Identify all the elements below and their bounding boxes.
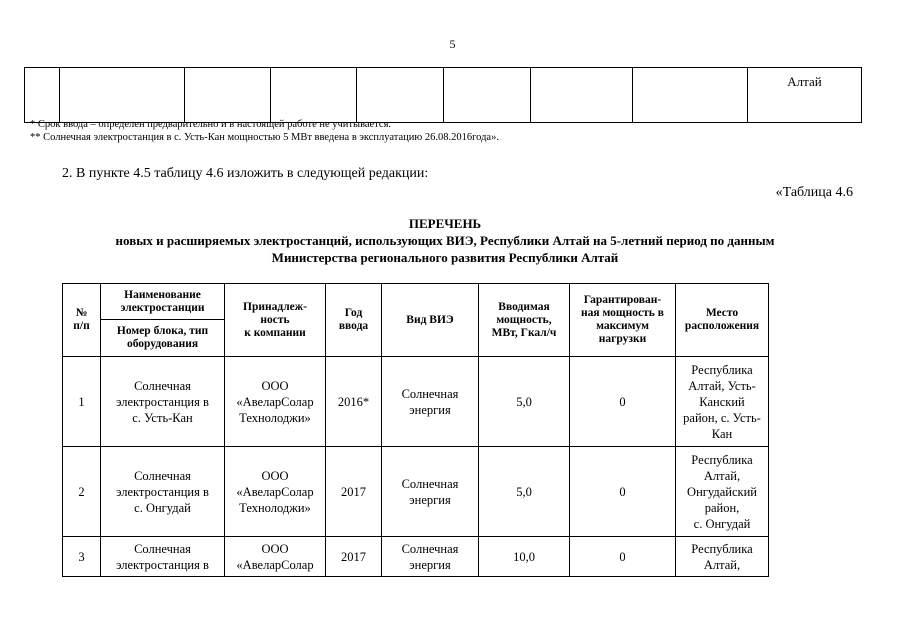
cell-num: 2 <box>63 447 101 537</box>
header-owner: Принадлеж- ность к компании <box>225 284 326 357</box>
cell-owner: ООО «АвеларСолар <box>225 537 326 577</box>
table-cell <box>25 68 60 123</box>
cell-guaranteed: 0 <box>570 357 676 447</box>
header-location: Место расположения <box>676 284 769 357</box>
header-row <box>63 284 769 320</box>
cell-location: Республика Алтай, <box>676 537 769 577</box>
header-year: Год ввода <box>326 284 382 357</box>
cell-year: 2016* <box>326 357 382 447</box>
paragraph-text: 2. В пункте 4.5 таблицу 4.6 изложить в следующей редакции: <box>62 166 429 181</box>
previous-table-fragment <box>24 67 862 123</box>
table-cell <box>271 68 357 123</box>
cell-owner: ООО «АвеларСолар Технолоджи» <box>225 447 326 537</box>
table-heading <box>40 215 850 266</box>
cell-type: Солнечная энергия <box>382 447 479 537</box>
table-cell <box>444 68 531 123</box>
table-row <box>63 447 769 537</box>
table-caption: «Таблица 4.6 <box>775 185 853 200</box>
power-plants-table <box>62 283 769 577</box>
cell-location: Республика Алтай, Усть- Канский район, с. Усть- Кан <box>676 357 769 447</box>
header-num: № п/п <box>63 284 101 357</box>
header-name: Наименование электростанции <box>101 284 225 320</box>
cell-owner: ООО «АвеларСолар Технолоджи» <box>225 357 326 447</box>
cell-capacity: 5,0 <box>479 447 570 537</box>
cell-capacity: 10,0 <box>479 537 570 577</box>
table-row <box>63 357 769 447</box>
heading-title: ПЕРЕЧЕНЬ <box>408 216 482 231</box>
header-guaranteed: Гарантирован- ная мощность в максимум нагрузки <box>570 284 676 357</box>
footnote-2: ** Солнечная электростанция в с. Усть-Кан мощностью 5 МВт введена в эксплуатацию 26.08.2016года». <box>30 132 499 143</box>
cell-location: Республика Алтай, Онгудайский район, с. Онгудай <box>676 447 769 537</box>
cell-name: Солнечная электростанция в с. Усть-Кан <box>101 357 225 447</box>
heading-line: новых и расширяемых электростанций, использующих ВИЭ, Республики Алтай на 5-летний период по данным <box>115 233 775 248</box>
header-unit: Номер блока, тип оборудования <box>101 320 225 357</box>
cell-guaranteed: 0 <box>570 447 676 537</box>
table-cell <box>60 68 185 123</box>
cell-type: Солнечная энергия <box>382 357 479 447</box>
table-row <box>25 68 862 123</box>
cell-type: Солнечная энергия <box>382 537 479 577</box>
cell-year: 2017 <box>326 537 382 577</box>
header-capacity: Вводимая мощность, МВт, Гкал/ч <box>479 284 570 357</box>
table-cell-last: Алтай <box>748 68 862 123</box>
page-number: 5 <box>449 37 456 51</box>
cell-name: Солнечная электростанция в <box>101 537 225 577</box>
table-row <box>63 537 769 577</box>
table-cell <box>633 68 748 123</box>
cell-guaranteed: 0 <box>570 537 676 577</box>
cell-num: 3 <box>63 537 101 577</box>
table-cell <box>357 68 444 123</box>
footnote-1: * Срок ввода – определен предварительно и в настоящей работе не учитывается. <box>30 119 392 130</box>
header-type: Вид ВИЭ <box>382 284 479 357</box>
cell-num: 1 <box>63 357 101 447</box>
cell-name: Солнечная электростанция в с. Онгудай <box>101 447 225 537</box>
heading-line: Министерства регионального развития Республики Алтай <box>271 250 619 265</box>
cell-capacity: 5,0 <box>479 357 570 447</box>
table-cell <box>185 68 271 123</box>
table-cell <box>531 68 633 123</box>
cell-year: 2017 <box>326 447 382 537</box>
